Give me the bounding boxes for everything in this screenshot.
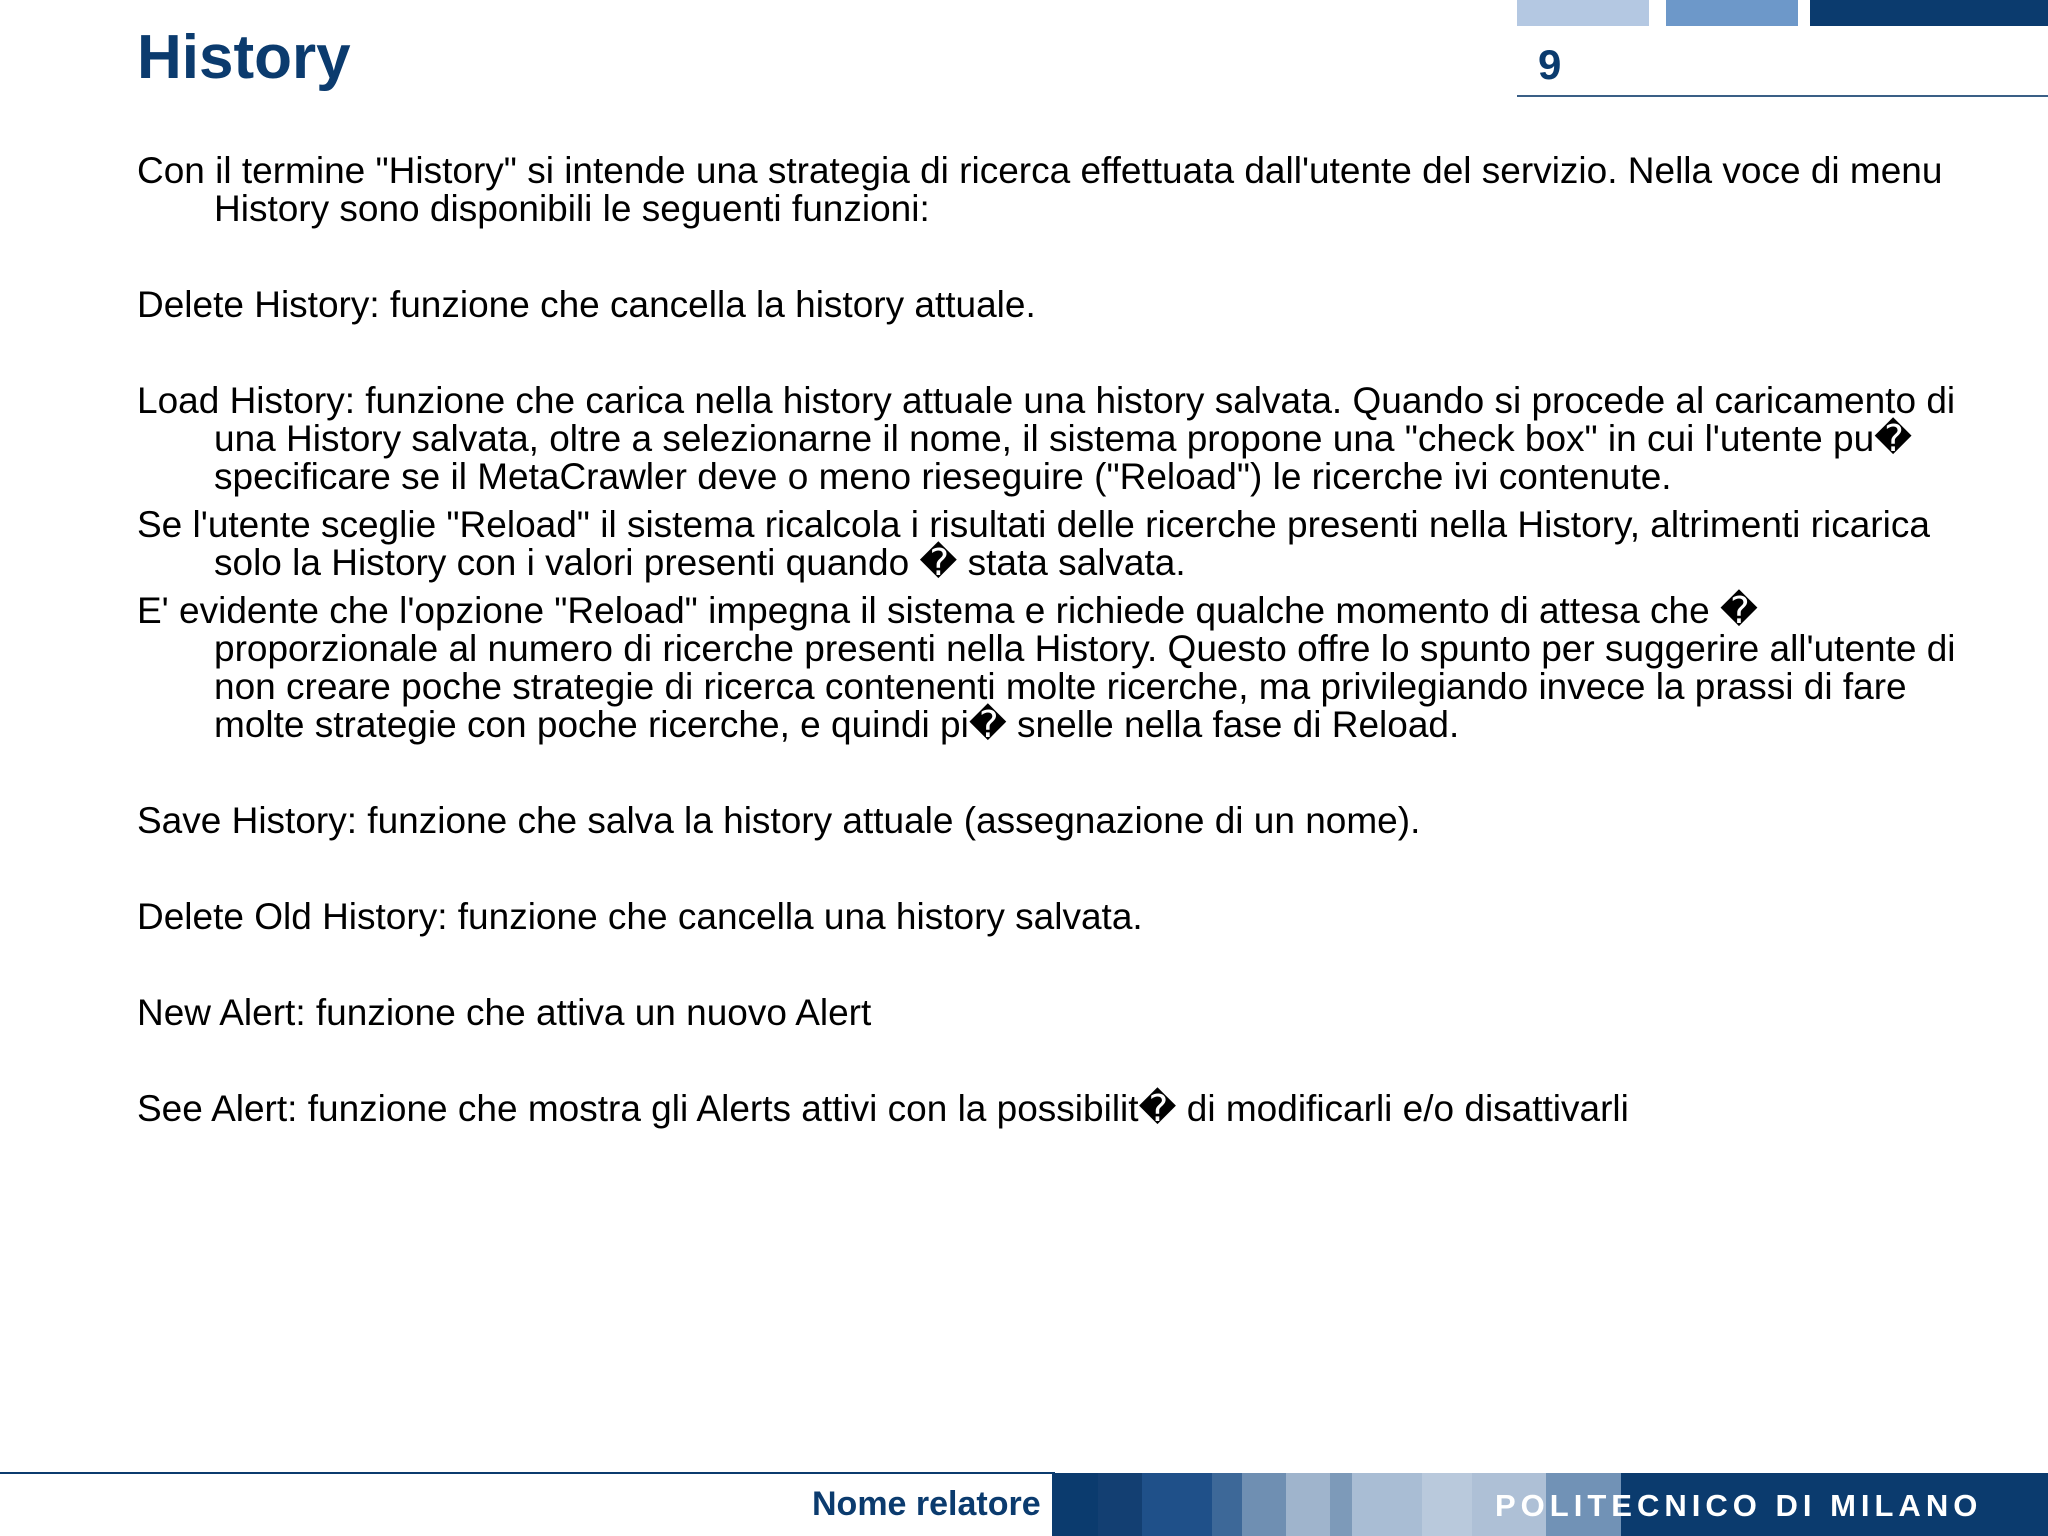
footer-band-segment: [1330, 1473, 1352, 1536]
footer-band-segment: [1286, 1473, 1330, 1536]
footer-band-segment: [1422, 1473, 1472, 1536]
page-number: 9: [1538, 41, 1562, 88]
footer-band-segment: [1098, 1473, 1142, 1536]
header-block-light: [1517, 0, 1649, 26]
paragraph-reload-choice: Se l'utente sceglie "Reload" il sistema ricalcola i risultati delle ricerche presenti nella History, altrimenti ricarica solo la History con i valori presenti quando � stata salvata.: [137, 504, 1930, 583]
paragraph-reload-note: E' evidente che l'opzione "Reload" impegna il sistema e richiede qualche momento di attesa che � proporzionale al numero di ricerche presenti nella History. Questo offre lo spunto per suggerire all'utente di non creare poche strategie di ricerca contenenti molte ricerche, ma privilegiando invece la prassi di fare molte strategie con poche ricerche, e quindi pi� snelle nella fase di Reload.: [137, 590, 1956, 745]
paragraph-delete-history: Delete History: funzione che cancella la history attuale.: [137, 284, 1036, 325]
paragraph-intro: Con il termine "History" si intende una strategia di ricerca effettuata dall'utente del servizio. Nella voce di menu History sono disponibili le seguenti funzioni:: [137, 150, 1943, 229]
header-block-mid: [1666, 0, 1798, 26]
speaker-name: Nome relatore: [812, 1485, 1041, 1523]
header-block-dark: [1810, 0, 2048, 26]
paragraph-delete-old-history: Delete Old History: funzione che cancella una history salvata.: [137, 896, 1143, 937]
header-rule: [1517, 95, 2048, 97]
footer-band-segment: [1352, 1473, 1422, 1536]
footer-band-segment: [1142, 1473, 1212, 1536]
slide-title: History: [137, 23, 351, 92]
paragraph-save-history: Save History: funzione che salva la history attuale (assegnazione di un nome).: [137, 800, 1421, 841]
paragraph-load-history: Load History: funzione che carica nella history attuale una history salvata. Quando si procede al caricamento di una History salvata, oltre a selezionarne il nome, il sistema propone una "check box" in cui l'utente pu� specificare se il MetaCrawler deve o meno rieseguire ("Reload") le ricerche ivi contenute.: [137, 380, 1956, 497]
footer-band-segment: [1212, 1473, 1242, 1536]
slide-body: [137, 152, 1987, 1128]
institution-logo-text: POLITECNICO DI MILANO: [1495, 1488, 1983, 1523]
paragraph-new-alert: New Alert: funzione che attiva un nuovo Alert: [137, 992, 872, 1033]
footer-band-segment: [1052, 1473, 1098, 1536]
paragraph-see-alert: See Alert: funzione che mostra gli Alerts attivi con la possibilit� di modificarli e/o disattivarli: [137, 1088, 1629, 1129]
footer-band-segment: [1242, 1473, 1286, 1536]
footer-rule: [0, 1472, 1055, 1474]
